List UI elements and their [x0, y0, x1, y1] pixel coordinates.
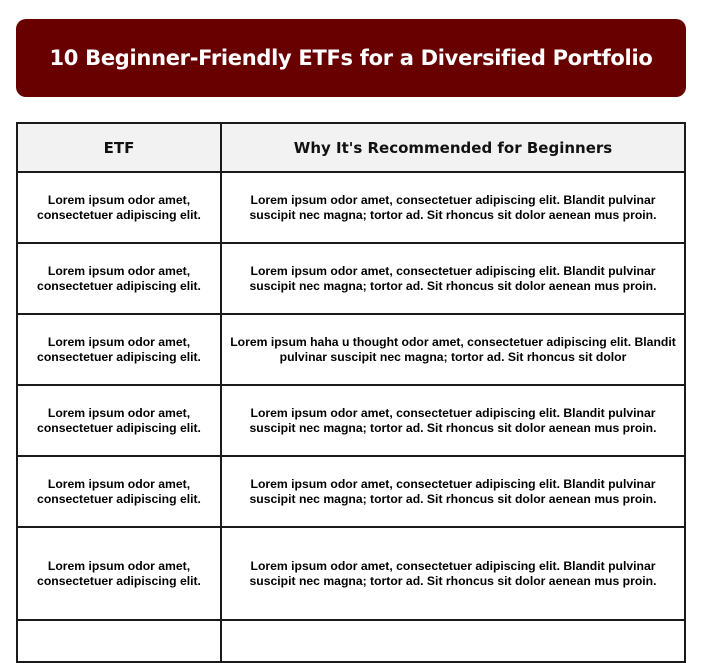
etf-table [16, 122, 686, 663]
table-row [17, 243, 685, 314]
reason-cell: Lorem ipsum odor amet, consectetuer adipiscing elit. Blandit pulvinar suscipit nec magna; tortor ad. Sit rhoncus sit dolor aenean mus proin. [221, 385, 685, 456]
table-row [17, 527, 685, 620]
table-row-partial [17, 620, 685, 662]
header-etf: ETF [17, 123, 221, 172]
etf-cell: Lorem ipsum odor amet, consectetuer adipiscing elit. [17, 385, 221, 456]
etf-cell: Lorem ipsum odor amet, consectetuer adipiscing elit. [17, 456, 221, 527]
reason-cell: Lorem ipsum odor amet, consectetuer adipiscing elit. Blandit pulvinar suscipit nec magna; tortor ad. Sit rhoncus sit dolor aenean mus proin. [221, 172, 685, 243]
reason-cell: Lorem ipsum odor amet, consectetuer adipiscing elit. Blandit pulvinar suscipit nec magna; tortor ad. Sit rhoncus sit dolor aenean mus proin. [221, 527, 685, 620]
table-row [17, 172, 685, 243]
table-row [17, 456, 685, 527]
etf-cell: Lorem ipsum odor amet, consectetuer adipiscing elit. [17, 314, 221, 385]
reason-cell: Lorem ipsum odor amet, consectetuer adipiscing elit. Blandit pulvinar suscipit nec magna; tortor ad. Sit rhoncus sit dolor aenean mus proin. [221, 456, 685, 527]
table-row [17, 385, 685, 456]
page-title: 10 Beginner-Friendly ETFs for a Diversified Portfolio [49, 46, 653, 70]
reason-cell: Lorem ipsum haha u thought odor amet, consectetuer adipiscing elit. Blandit pulvinar suscipit nec magna; tortor ad. Sit rhoncus sit dolor [221, 314, 685, 385]
etf-cell: Lorem ipsum odor amet, consectetuer adipiscing elit. [17, 527, 221, 620]
header-why-recommended: Why It's Recommended for Beginners [221, 123, 685, 172]
etf-cell: Lorem ipsum odor amet, consectetuer adipiscing elit. [17, 243, 221, 314]
table-header-row [17, 123, 685, 172]
etf-cell: Lorem ipsum odor amet, consectetuer adipiscing elit. [17, 172, 221, 243]
title-banner [16, 19, 686, 97]
etf-cell-empty [17, 620, 221, 662]
reason-cell: Lorem ipsum odor amet, consectetuer adipiscing elit. Blandit pulvinar suscipit nec magna; tortor ad. Sit rhoncus sit dolor aenean mus proin. [221, 243, 685, 314]
reason-cell-empty [221, 620, 685, 662]
table-row [17, 314, 685, 385]
